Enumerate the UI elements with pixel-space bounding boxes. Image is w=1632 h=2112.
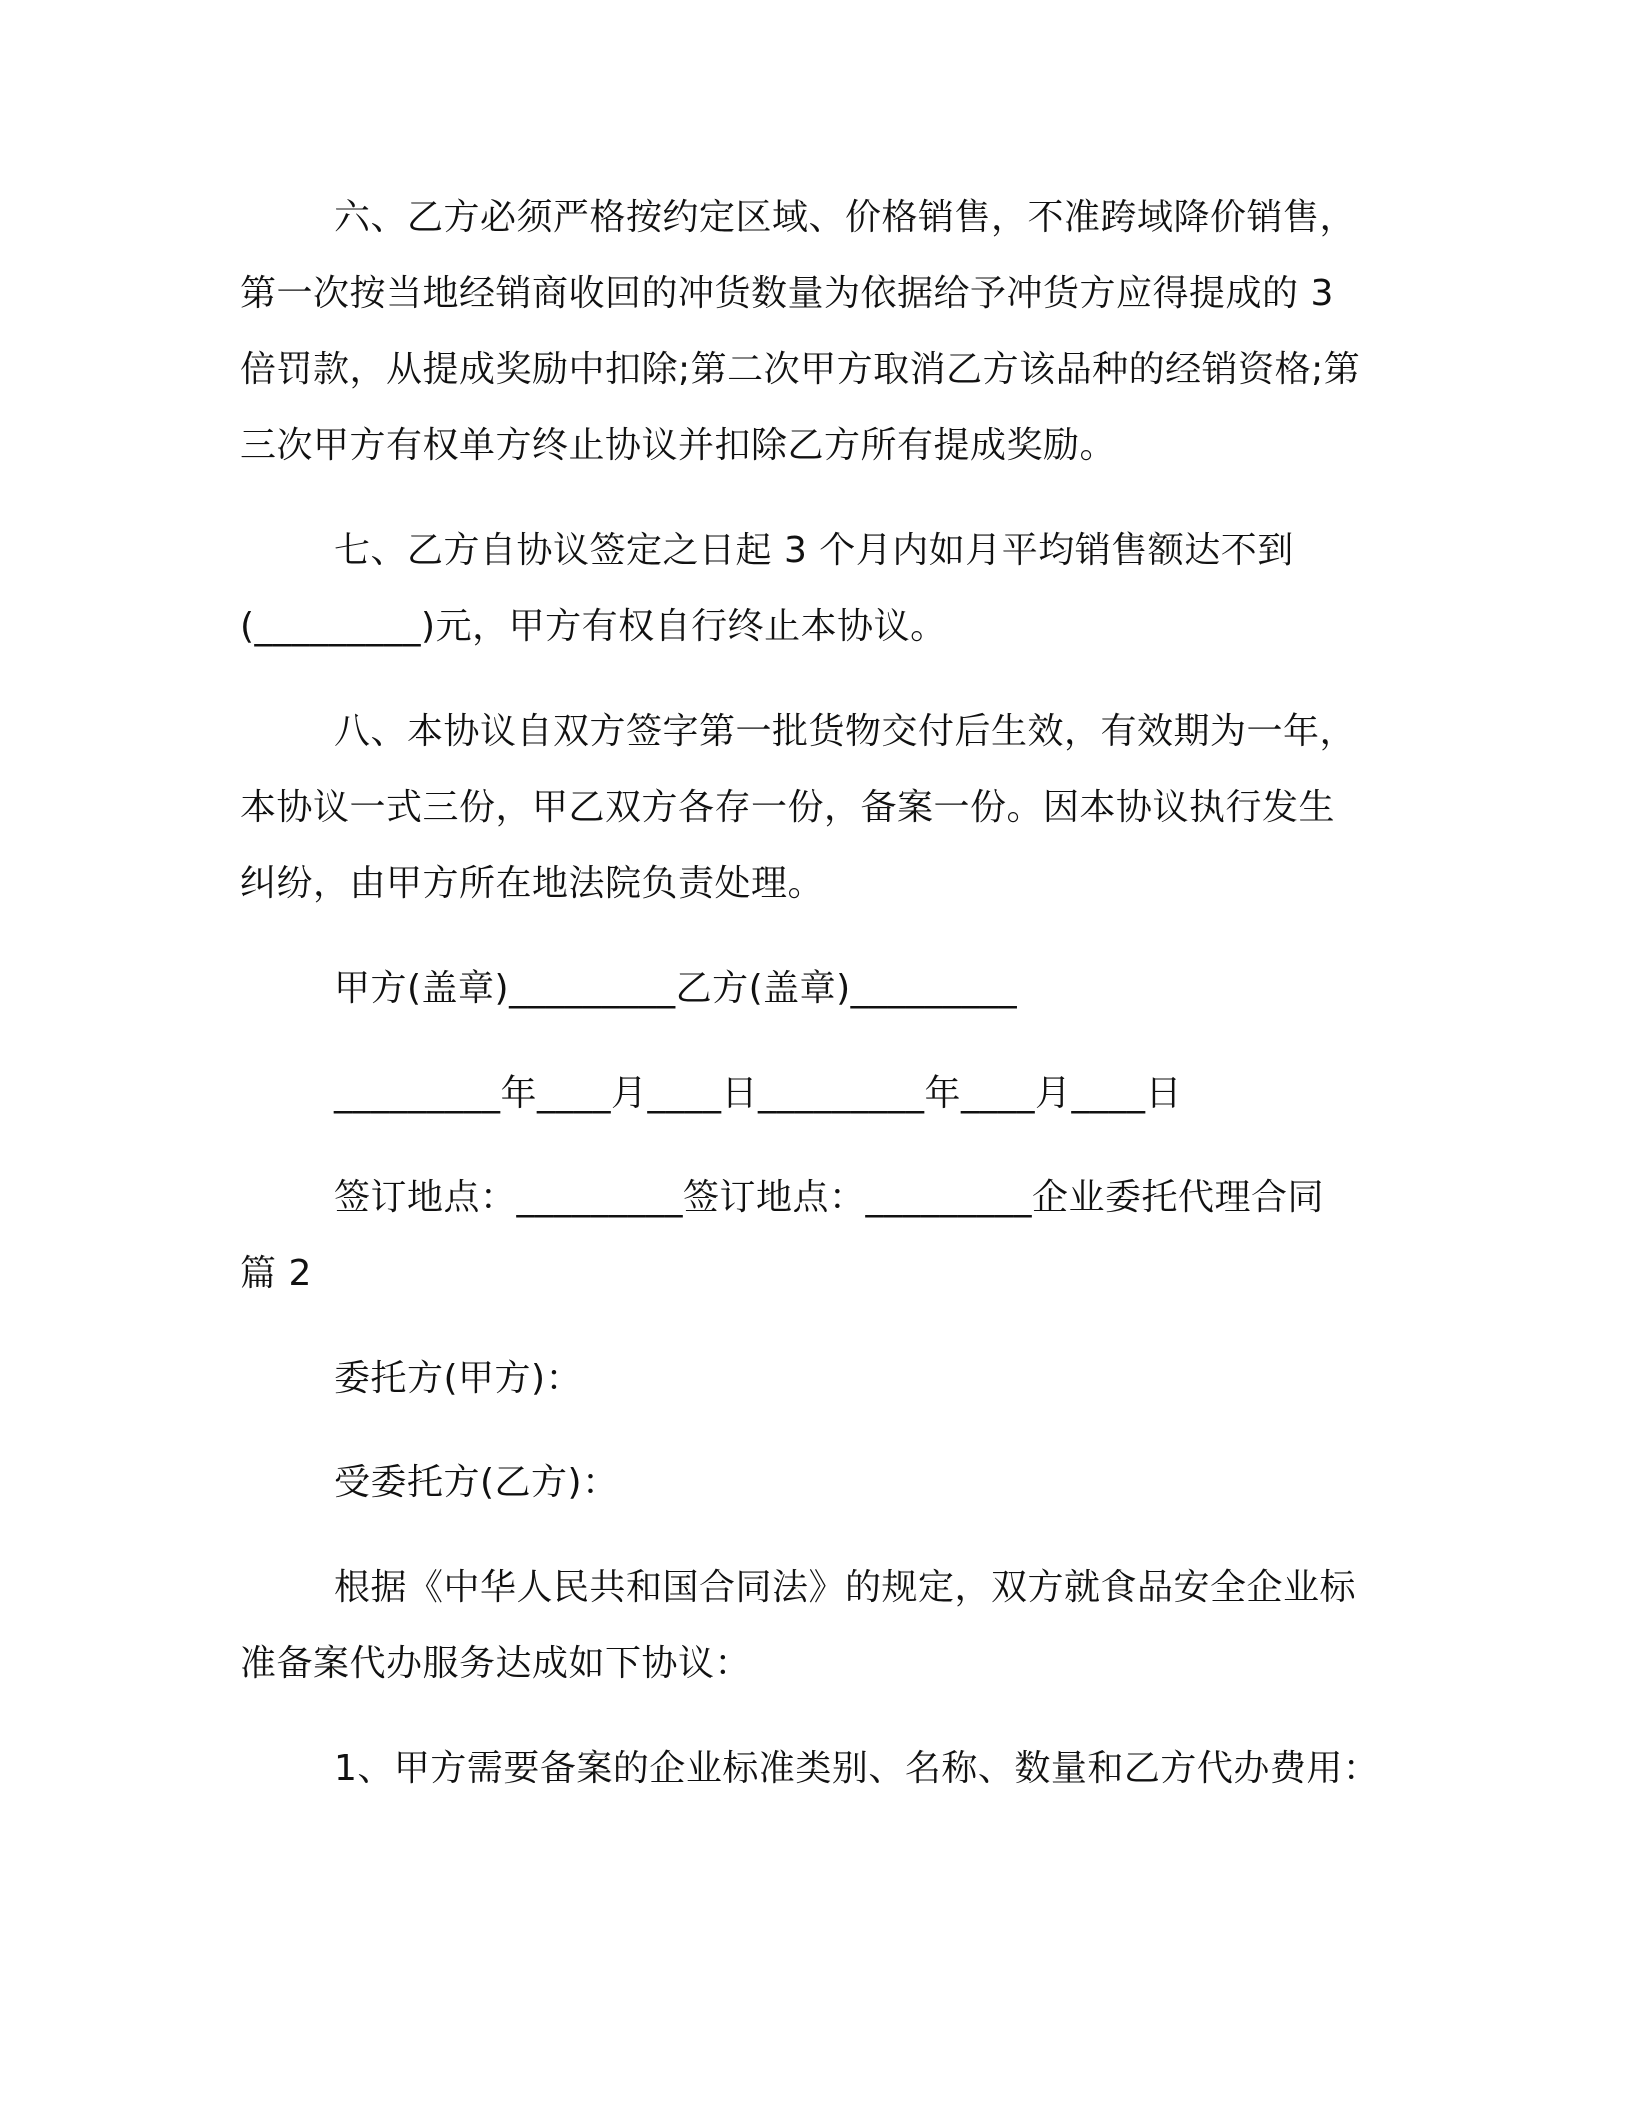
- signing-place-line: 签订地点：_________签订地点：_________企业委托代理合同: [334, 1177, 1325, 1218]
- agent-party: 受委托方(乙方)：: [334, 1462, 619, 1503]
- clause-8-line-1: 八、本协议自双方签字第一批货物交付后生效，有效期为一年，: [334, 711, 1357, 752]
- clause-8-line-2: 本协议一式三份，甲乙双方各存一份，备案一份。因本协议执行发生: [240, 787, 1336, 828]
- preamble-line-2: 准备案代办服务达成如下协议：: [240, 1643, 752, 1684]
- signature-line: 甲方(盖章)_________乙方(盖章)_________: [334, 968, 1018, 1009]
- preamble-line-1: 根据《中华人民共和国合同法》的规定，双方就食品安全企业标: [334, 1567, 1357, 1608]
- clause-6-line-2: 第一次按当地经销商收回的冲货数量为依据给予冲货方应得提成的 3: [240, 273, 1334, 314]
- clause-8-line-3: 纠纷，由甲方所在地法院负责处理。: [240, 863, 825, 904]
- clause-6-line-1: 六、乙方必须严格按约定区域、价格销售，不准跨域降价销售，: [334, 197, 1357, 238]
- principal-party: 委托方(甲方)：: [334, 1358, 583, 1399]
- item-1: 1、甲方需要备案的企业标准类别、名称、数量和乙方代办费用：: [334, 1748, 1380, 1789]
- clause-6-line-4: 三次甲方有权单方终止协议并扣除乙方所有提成奖励。: [240, 425, 1117, 466]
- clause-7-line-1: 七、乙方自协议签定之日起 3 个月内如月平均销售额达不到: [334, 530, 1294, 571]
- section-heading: 篇 2: [240, 1253, 312, 1294]
- clause-7-line-2: (_________)元，甲方有权自行终止本协议。: [240, 606, 947, 647]
- date-line: _________年____月____日_________年____月____日: [334, 1073, 1182, 1114]
- clause-6-line-3: 倍罚款，从提成奖励中扣除;第二次甲方取消乙方该品种的经销资格;第: [240, 349, 1361, 390]
